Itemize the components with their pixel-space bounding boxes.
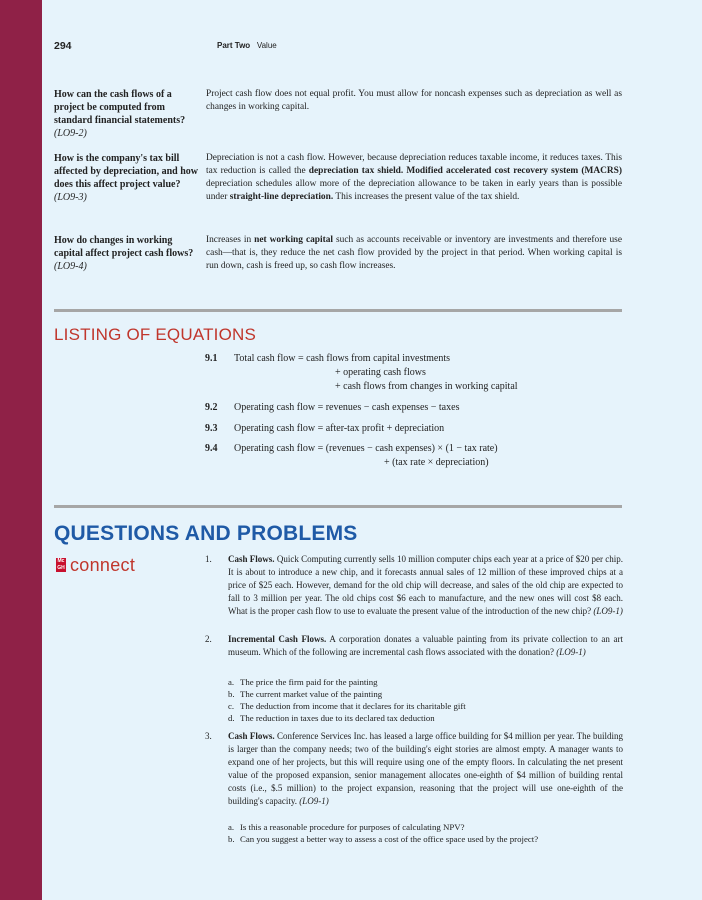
- equation-number: 9.3: [205, 423, 218, 434]
- problem-number: 2.: [205, 634, 212, 644]
- mcgraw-hill-logo-icon: Mc GH: [57, 558, 65, 571]
- problem-text: Incremental Cash Flows. A corporation donates a valuable painting from its private collection to an art museum. Which of the following are incremental cash flows associated with the donation? (LO9-1): [228, 634, 623, 657]
- summary-answer: Increases in net working capital such as accounts receivable or inventory are investments and therefore use cash—that is, they reduce the net cash flow provided by the project in that period. When working capital is run down, cash is freed up, so cash flow increases.: [206, 235, 622, 271]
- red-page-spine: [0, 0, 42, 900]
- equation-line: Operating cash flow = (revenues − cash expenses) × (1 − tax rate): [234, 443, 498, 454]
- equation-number: 9.2: [205, 402, 218, 413]
- problem-option: b. Can you suggest a better way to assess a cost of the office space used by the project?: [228, 834, 539, 844]
- problem-option: b. The current market value of the painting: [228, 689, 383, 699]
- connect-wordmark: connect: [70, 554, 136, 575]
- problem-number: 1.: [205, 554, 212, 564]
- summary-answer: Depreciation is not a cash flow. However, because depreciation reduces taxable income, it reduces taxes. This tax reduction is called the depreciation tax shield. Modified accelerated cost recovery system (MACRS) depreciation schedules allow more of the depreciation allowance to be taken in early years than is possible under straight-line depreciation. This increases the present value of the tax shield.: [206, 153, 622, 202]
- problem-option: d. The reduction in taxes due to its declared tax deduction: [228, 713, 435, 723]
- equation-number: 9.1: [205, 353, 218, 364]
- problem-option: a. Is this a reasonable procedure for purposes of calculating NPV?: [228, 822, 465, 832]
- page-number: 294: [54, 40, 72, 52]
- part-label: Part Two: [217, 41, 251, 50]
- problem-text: Cash Flows. Conference Services Inc. has leased a large office building for $4 million per year. The building is larger than the company needs; two of the building's eight stories are almost empty. A manager wants to expand one of her projects, but this will require using one of the empty floors. In calculating the net present value of the proposed expansion, senior management allocates one-eighth of $4 million of building rental costs (i.e., $.5 million) to the project expansion, reasoning that the project will use one-eighth of the building's capacity. (LO9-1): [228, 731, 623, 806]
- equation-line: + (tax rate × depreciation): [384, 457, 489, 468]
- equation-line: Operating cash flow = revenues − cash expenses − taxes: [234, 402, 460, 413]
- problem-number: 3.: [205, 731, 212, 741]
- equation-line: + cash flows from changes in working capital: [335, 381, 518, 392]
- equation-line: Operating cash flow = after-tax profit + depreciation: [234, 423, 445, 434]
- summary-question: How do changes in working capital affect project cash flows? (LO9-4): [54, 235, 194, 272]
- equation-line: Total cash flow = cash flows from capital investments: [234, 353, 450, 364]
- section-divider: [54, 505, 622, 508]
- problem-option: a. The price the firm paid for the painting: [228, 677, 378, 687]
- summary-question: How is the company's tax bill affected by depreciation, and how does this affect project value? (LO9-3): [54, 153, 198, 203]
- equation-line: + operating cash flows: [335, 367, 426, 378]
- part-title: Value: [256, 41, 277, 50]
- equation-number: 9.4: [205, 443, 218, 454]
- problem-option: c. The deduction from income that it declares for its charitable gift: [228, 701, 466, 711]
- questions-heading: QUESTIONS AND PROBLEMS: [54, 522, 358, 545]
- running-head: [217, 41, 277, 50]
- textbook-page: [42, 0, 702, 900]
- summary-question: How can the cash flows of a project be computed from standard financial statements? (LO9-2): [54, 89, 186, 139]
- equations-heading: LISTING OF EQUATIONS: [54, 325, 257, 344]
- problem-text: Cash Flows. Quick Computing currently sells 10 million computer chips each year at a price of $20 per chip. It is about to introduce a new chip, and it forecasts annual sales of 12 million of these improved chips at a price of $25 each. However, demand for the old chip will decrease, and sales of the old chip are expected to fall to 3 million per year. The old chips cost $6 each to manufacture, and the new ones will cost $8 each. What is the proper cash flow to use to evaluate the present value of the introduction of the new chip? (LO9-1): [228, 554, 623, 616]
- section-divider: [54, 309, 622, 312]
- summary-answer: Project cash flow does not equal profit. You must allow for noncash expenses such as depreciation as well as changes in working capital.: [206, 89, 622, 112]
- connect-brand: [56, 556, 135, 574]
